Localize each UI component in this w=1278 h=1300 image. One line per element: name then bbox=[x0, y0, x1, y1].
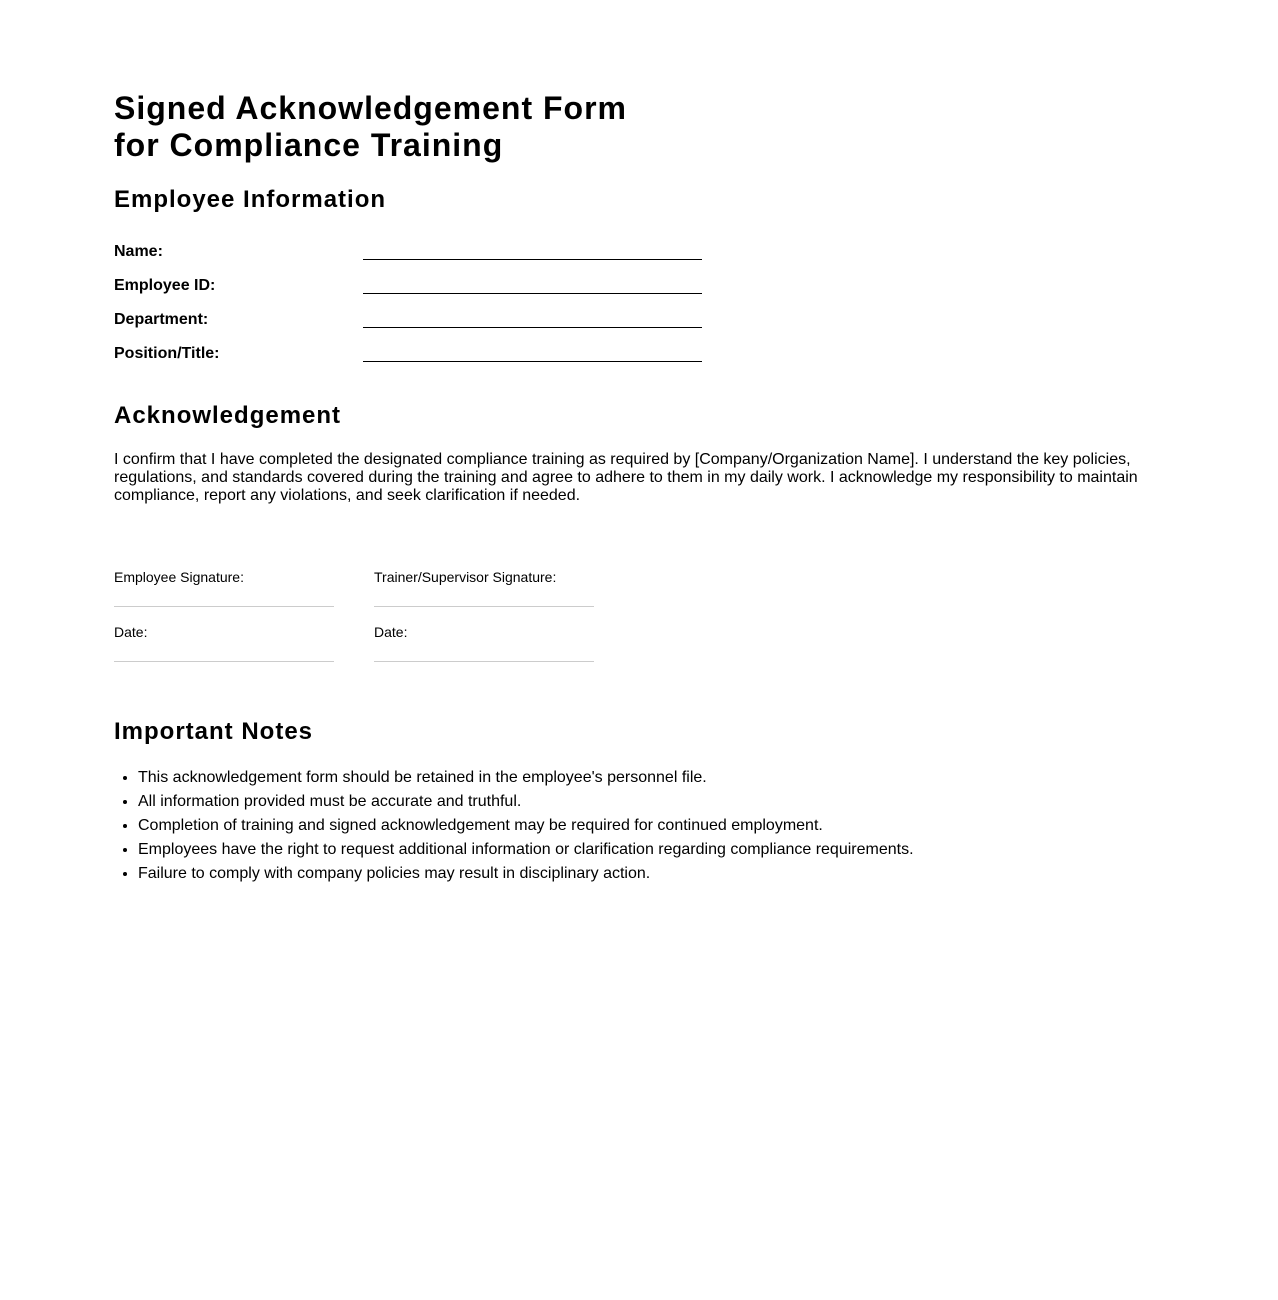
list-item: • This acknowledgement form should be retained in the employee's personnel file. bbox=[138, 766, 1138, 790]
employee-signature-label: Employee Signature: bbox=[114, 569, 244, 585]
name-label: Name: bbox=[114, 243, 163, 260]
list-item: • Completion of training and signed acknowledgement may be required for continued employment. bbox=[138, 814, 1138, 838]
trainer-date-block bbox=[374, 624, 594, 640]
trainer-signature-line[interactable] bbox=[374, 606, 594, 607]
employee-id-field-row bbox=[114, 276, 704, 300]
trainer-date-line[interactable] bbox=[374, 661, 594, 662]
page-title bbox=[114, 90, 674, 164]
position-field-row bbox=[114, 344, 704, 368]
notes-list bbox=[114, 766, 1138, 886]
position-label: Position/Title: bbox=[114, 345, 220, 362]
name-field-row bbox=[114, 242, 704, 266]
employee-date-label: Date: bbox=[114, 624, 148, 640]
list-item: • Failure to comply with company policies may result in disciplinary action. bbox=[138, 862, 1138, 886]
employee-id-field-line[interactable] bbox=[363, 293, 702, 294]
list-item: • Employees have the right to request additional information or clarification regarding compliance requirements. bbox=[138, 838, 1138, 862]
title-line-2: for Compliance Training bbox=[114, 127, 504, 163]
title-line-1: Signed Acknowledgement Form bbox=[114, 90, 627, 126]
name-field-line[interactable] bbox=[363, 259, 702, 260]
employee-info-heading: Employee Information bbox=[114, 186, 387, 213]
department-field-line[interactable] bbox=[363, 327, 702, 328]
acknowledgement-heading: Acknowledgement bbox=[114, 402, 342, 429]
employee-signature-block bbox=[114, 569, 334, 585]
employee-signature-line[interactable] bbox=[114, 606, 334, 607]
trainer-date-label: Date: bbox=[374, 624, 408, 640]
position-field-line[interactable] bbox=[363, 361, 702, 362]
acknowledgement-text: I confirm that I have completed the designated compliance training as required by [Company/Organization Name]. I understand the key policies, regulations, and standards covered during the training and agree to adhere to them in my daily work. I acknowledge my responsibility to maintain compliance, report any violations, and seek clarification if needed. bbox=[114, 451, 1138, 504]
trainer-signature-label: Trainer/Supervisor Signature: bbox=[374, 569, 557, 585]
department-label: Department: bbox=[114, 311, 209, 328]
trainer-signature-block bbox=[374, 569, 594, 585]
employee-id-label: Employee ID: bbox=[114, 277, 216, 294]
employee-date-line[interactable] bbox=[114, 661, 334, 662]
department-field-row bbox=[114, 310, 704, 334]
employee-date-block bbox=[114, 624, 334, 640]
important-notes-heading: Important Notes bbox=[114, 718, 314, 745]
list-item: • All information provided must be accurate and truthful. bbox=[138, 790, 1138, 814]
